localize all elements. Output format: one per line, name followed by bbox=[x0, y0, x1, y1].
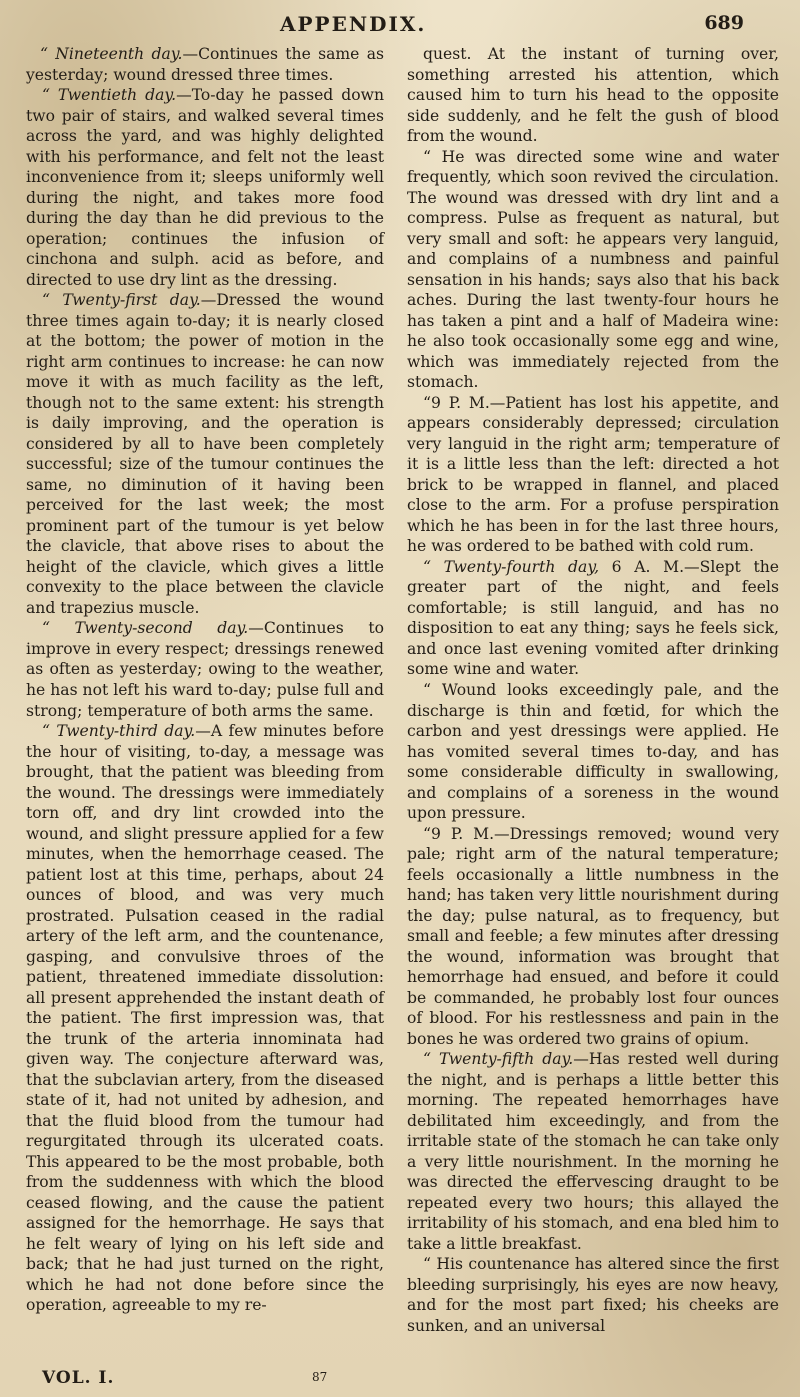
paragraph-lead: “ Twenty-second day. bbox=[42, 619, 249, 638]
paragraph-lead: “ Twenty-fourth day, bbox=[423, 557, 600, 576]
paragraph-lead: “ Twentieth day. bbox=[42, 86, 177, 105]
paragraph-lead: “ Nineteenth day. bbox=[40, 45, 183, 63]
paragraph bbox=[26, 44, 384, 85]
paragraph-text: “ Wound looks exceedingly pale, and the discharge is thin and fœtid, for which the carbon and yest dressings were applied. He has vomited several times to-day, and has some considerable difficulty in swallowing, and complains of a soreness in the wound upon pressure. bbox=[407, 680, 779, 823]
paragraph bbox=[407, 1254, 779, 1336]
paragraph-text: —To-day he passed down two pair of stairs, and walked several times across the yard, and was highly delighted with his performance, and felt not the least inconvenience from it; sleeps uniformly well during the night, and takes more food during the day than he did previous to the operation; continues the infusion of cinchona and sulph. acid as before, and directed to use dry lint as the dressing. bbox=[26, 86, 384, 289]
paragraph bbox=[407, 393, 779, 557]
signature-mark: 87 bbox=[312, 1370, 328, 1384]
volume-signature: VOL. I. bbox=[42, 1368, 115, 1388]
paragraph-text: —Has rested well during the night, and is perhaps a little better this morning. The repeated hemorrhages have debilitated him exceedingly, and from the irritable state of the stomach he can take only a very little nourishment. In the morning he was directed the effervescing draught to be repeated every two hours; this allayed the irritability of his stomach, and ena bled him to take a little breakfast. bbox=[407, 1050, 779, 1253]
paragraph bbox=[26, 85, 384, 290]
paragraph bbox=[407, 824, 779, 1050]
paragraph bbox=[26, 618, 384, 721]
right-column bbox=[407, 44, 779, 1336]
paragraph-text: 6 A. M.—Slept the greater part of the night, and feels comfortable; is still languid, and has no disposition to eat any thing; says he feels sick, and once last evening vomited after drinking some wine and water. bbox=[407, 557, 779, 679]
paragraph-text: “9 P. M.—Dressings removed; wound very pale; right arm of the natural temperature; feels occasionally a little numbness in the hand; has taken very little nourishment during the day; pulse natural, as to frequency, but small and feeble; a few minutes after dressing the wound, information was brought that hemorrhage had ensued, and before it could be commanded, he probably lost four ounces of blood. For his restlessness and pain in the bones he was ordered two grains of opium. bbox=[407, 824, 779, 1048]
paragraph-lead: “ Twenty-fifth day. bbox=[423, 1050, 574, 1069]
paragraph-text: “ He was directed some wine and water frequently, which soon revived the circulation. The wound was dressed with dry lint and a compress. Pulse as frequent as natural, but very small and soft: he appears very languid, and complains of a numbness and painful sensation in his hands; says also that his back aches. During the last twenty-four hours he has taken a pint and a half of Madeira wine: he also took occasionally some egg and wine, which was immediately rejected from the stomach. bbox=[407, 147, 779, 392]
paragraph bbox=[407, 147, 779, 393]
paragraph-text: —Dressed the wound three times again to-day; it is nearly closed at the bottom; the power of motion in the right arm continues to increase: he can now move it with as much facility as the left, though not to the same extent: his strength is daily improving, and the operation is considered by all to have been completely successful; size of the tumour continues the same, no diminution of it having been perceived for the last week; the most prominent part of the tumour is yet below the clavicle, that above rises to about the height of the clavicle, which gives a little convexity to the place between the clavicle and trapezius muscle. bbox=[26, 291, 385, 617]
running-head: APPENDIX. bbox=[280, 12, 427, 36]
paragraph bbox=[407, 557, 779, 680]
paragraph-lead: “ Twenty-third day. bbox=[42, 722, 196, 741]
page-number: 689 bbox=[704, 12, 744, 34]
paragraph-text: “ His countenance has altered since the first bleeding surprisingly, his eyes are now heavy, and for the most part fixed; his cheeks are sunken, and an universal bbox=[407, 1255, 779, 1335]
paragraph bbox=[407, 44, 779, 147]
page-header bbox=[0, 8, 800, 42]
paragraph bbox=[407, 1049, 779, 1254]
paragraph bbox=[26, 290, 384, 618]
paragraph-text: —Continues to improve in every respect; dressings renewed as often as yesterday; owing to the weather, he has not left his ward to-day; pulse full and strong; temperature of both arms the same. bbox=[26, 619, 385, 720]
paragraph-text: —Continues the same as yesterday; wound dressed three times. bbox=[26, 45, 384, 84]
paragraph-text: “9 P. M.—Patient has lost his appetite, and appears considerably depressed; circulation very languid in the right arm; temperature of it is a little less than the left: directed a hot brick to be wrapped in flannel, and placed close to the arm. For a profuse perspiration which he has been in for the last three hours, he was ordered to be bathed with cold rum. bbox=[407, 393, 779, 556]
paragraph-text: —A few minutes before the hour of visiting, to-day, a message was brought, that the patient was bleeding from the wound. The dressings were immediately torn off, and dry lint crowded into the wound, and slight pressure applied for a few minutes, when the hemorrhage ceased. The patient lost at this time, perhaps, about 24 ounces of blood, and was very much prostrated. Pulsation ceased in the radial artery of the left arm, and the countenance, gasping, and convulsive throes of the patient, threatened immediate dissolution: all present apprehended the instant death of the patient. The first impression was, that the trunk of the arteria innominata had given way. The conjecture afterward was, that the subclavian artery, from the diseased state of it, had not united by adhesion, and that the fluid blood from the tumour had regurgitated through its ulcerated coats. This appeared to be the most probable, both from the suddenness with which the blood ceased flowing, and the cause the patient assigned for the hemorrhage. He says that he felt weary of lying on his left side and back; that he had just turned on the right, which he had not done before since the operation, agreeable to my re- bbox=[26, 722, 384, 1315]
left-column bbox=[26, 44, 384, 1316]
paragraph bbox=[26, 721, 384, 1316]
paragraph bbox=[407, 680, 779, 824]
paragraph-text: quest. At the instant of turning over, something arrested his attention, which caused him to turn his head to the opposite side suddenly, and he felt the gush of blood from the wound. bbox=[407, 45, 779, 146]
paragraph-lead: “ Twenty-first day. bbox=[42, 291, 201, 310]
